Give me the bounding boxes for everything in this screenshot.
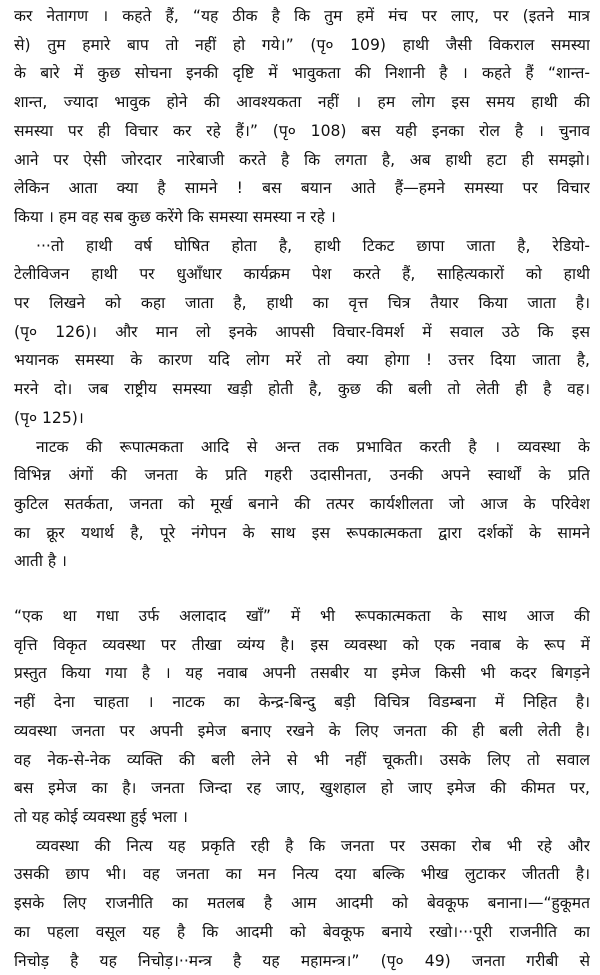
text-line: व्यवस्था की नित्य यह प्रकृति रही है कि जनता पर उसका रोब भी रहे और <box>14 832 590 861</box>
text-line: शान्त, ज्यादा भावुक होने की आवश्यकता नहीं । हम लोग इस समय हाथी की <box>14 88 590 117</box>
text-line: उसकी छाप भी। वह जनता का मन नित्य दया बल्कि भीख लुटाकर जीतती है। <box>14 860 590 889</box>
text-line: नहीं देना चाहता । नाटक का केन्द्र-बिन्दु बड़ी विचित्र विडम्बना में निहित है। <box>14 688 590 717</box>
text-line: आती है । <box>14 547 590 576</box>
text-line: समस्या पर ही विचार कर रहे हैं।” (पृ० 108) बस यही इनका रोल है । चुनाव <box>14 117 590 146</box>
text-line: भयानक समस्या के कारण यदि लोग मरें तो क्या होगा ! उत्तर दिया जाता है, <box>14 346 590 375</box>
text-line: निचोड़ है यह निचोड़।··मन्त्र है यह महामन्त्र।” (पृ० 49) जनता गरीबी से <box>14 947 590 975</box>
text-line: टेलीविजन हाथी पर धुआँधार कार्यक्रम पेश करते हैं, साहित्यकारों को हाथी <box>14 260 590 289</box>
paragraph <box>14 602 590 832</box>
text-line: लेकिन आता क्या है सामने ! बस बयान आते हैं—हमने समस्या पर विचार <box>14 174 590 203</box>
text-line: “एक था गधा उर्फ अलादाद खाँ” में भी रूपकात्मकता के साथ आज की <box>14 602 590 631</box>
text-line: किया । हम वह सब कुछ करेंगे कि समस्या समस्या न रहे । <box>14 203 590 232</box>
text-line: का क्रूर यथार्थ है, पूरे नंगेपन के साथ इस रूपकात्मकता द्वारा दर्शकों के सामने <box>14 519 590 548</box>
text-line: से) तुम हमारे बाप तो नहीं हो गये।” (पृ० 109) हाथी जैसी विकराल समस्या <box>14 31 590 60</box>
paragraph <box>14 433 590 577</box>
text-line: मरने दो। जब राष्ट्रीय समस्या खड़ी होती है, कुछ की बली तो लेती ही है वह। <box>14 375 590 404</box>
text-line: प्रस्तुत किया गया है । यह नवाब अपनी तसबीर या इमेज किसी भी कदर बिगड़ने <box>14 659 590 688</box>
text-line: बस इमेज का है। जनता जिन्दा रह जाए, खुशहाल हो जाए इमेज की कीमत पर, <box>14 774 590 803</box>
text-line: आने पर ऐसी जोरदार नारेबाजी करते है कि लगता है, अब हाथी हटा ही समझो। <box>14 146 590 175</box>
text-line: (पृ० 126)। और मान लो इनके आपसी विचार-विमर्श में सवाल उठे कि इस <box>14 318 590 347</box>
text-line: वृत्ति विकृत व्यवस्था पर तीखा व्यंग्य है। इस व्यवस्था को एक नवाब के रूप में <box>14 631 590 660</box>
text-line: के बारे में कुछ सोचना इनकी दृष्टि में भावुकता की निशानी है । कहते हैं “शान्त- <box>14 59 590 88</box>
paragraph <box>14 232 590 433</box>
text-line: कुटिल सतर्कता, जनता को मूर्ख बनाने की तत्पर कार्यशीलता जो आज के परिवेश <box>14 490 590 519</box>
text-line: का पहला वसूल यह है कि आदमी को बेवकूफ बनाये रखो।···पूरी राजनीति का <box>14 918 590 947</box>
text-line: कर नेतागण । कहते हैं, “यह ठीक है कि तुम हमें मंच पर लाए, पर (इतने मात्र <box>14 2 590 31</box>
text-line: व्यवस्था जनता पर अपनी इमेज बनाए रखने के लिए जनता की ही बली लेती है। <box>14 717 590 746</box>
text-line: वह नेक-से-नेक व्यक्ति की बली लेने से भी नहीं चूकती। उसके लिए तो सवाल <box>14 746 590 775</box>
text-line: इसके लिए राजनीति का मतलब है आम आदमी को बेवकूफ बनाना।—“हुकूमत <box>14 889 590 918</box>
text-line: (पृ० 125)। <box>14 404 590 433</box>
paragraph <box>14 2 590 232</box>
text-line: पर लिखने को कहा जाता है, हाथी का वृत्त चित्र तैयार किया जाता है। <box>14 289 590 318</box>
text-line: तो यह कोई व्यवस्था हुई भला । <box>14 803 590 832</box>
text-line: ···तो हाथी वर्ष घोषित होता है, हाथी टिकट छापा जाता है, रेडियो- <box>14 232 590 261</box>
text-line: नाटक की रूपात्मकता आदि से अन्त तक प्रभावित करती है । व्यवस्था के <box>14 433 590 462</box>
text-line: विभिन्न अंगों की जनता के प्रति गहरी उदासीनता, उनकी अपने स्वार्थों के प्रति <box>14 461 590 490</box>
paragraph <box>14 832 590 975</box>
